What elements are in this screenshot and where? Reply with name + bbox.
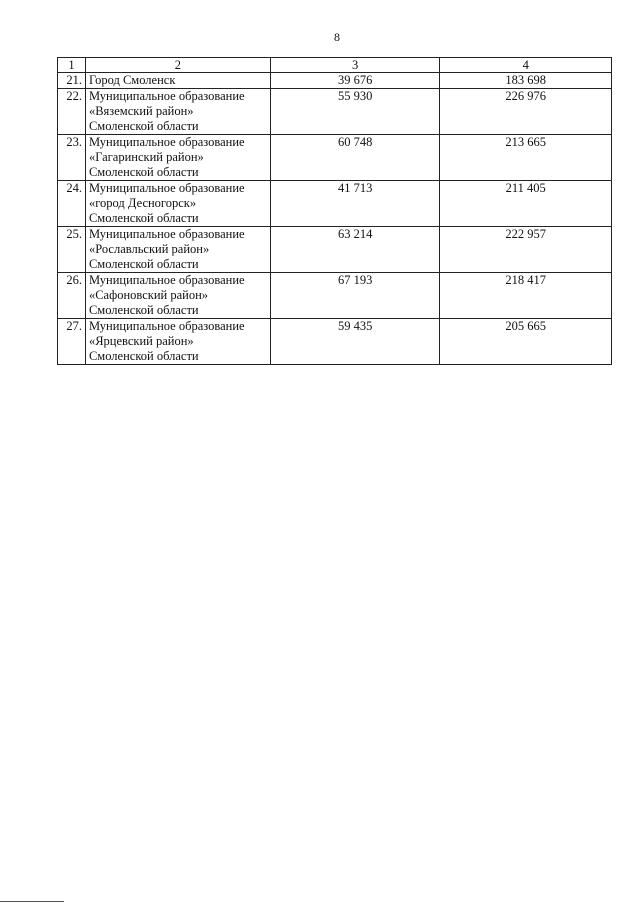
row-number-cell: 23. — [58, 135, 86, 181]
municipality-name-line: «Гагаринский район» — [88, 150, 204, 164]
header-cell-2: 2 — [85, 58, 270, 73]
table-header-row — [58, 58, 612, 73]
column-3-value-cell: 41 713 — [270, 181, 440, 227]
municipality-name-line: «город Десногорск» — [88, 196, 197, 210]
table-row — [58, 135, 612, 181]
column-4-value-cell: 211 405 — [440, 181, 612, 227]
row-number-cell: 22. — [58, 89, 86, 135]
page-number: 8 — [334, 30, 340, 44]
municipality-name-cell — [85, 181, 270, 227]
header-cell-3: 3 — [270, 58, 440, 73]
municipality-name-line: Смоленской области — [88, 303, 199, 317]
column-3-value-cell: 39 676 — [270, 73, 440, 89]
table-row — [58, 273, 612, 319]
municipality-name-line: «Рославльский район» — [88, 242, 210, 256]
column-3-value-cell: 63 214 — [270, 227, 440, 273]
municipality-name-line: Муниципальное образование — [88, 135, 245, 149]
municipality-name-cell — [85, 89, 270, 135]
municipality-name-line: Город Смоленск — [88, 73, 176, 87]
column-4-value-cell: 205 665 — [440, 319, 612, 365]
municipality-name-line: Муниципальное образование — [88, 181, 245, 195]
table-row — [58, 227, 612, 273]
row-number-cell: 24. — [58, 181, 86, 227]
row-number-cell: 25. — [58, 227, 86, 273]
column-3-value-cell: 60 748 — [270, 135, 440, 181]
municipality-name-line: Муниципальное образование — [88, 89, 245, 103]
table-body — [58, 73, 612, 365]
municipality-name-line: Муниципальное образование — [88, 227, 245, 241]
table-row — [58, 73, 612, 89]
municipality-name-line: Смоленской области — [88, 349, 199, 363]
municipality-name-cell — [85, 135, 270, 181]
municipality-name-line: Муниципальное образование — [88, 273, 245, 287]
municipality-name-line: Смоленской области — [88, 165, 199, 179]
municipality-name-cell — [85, 273, 270, 319]
footnote-divider — [0, 901, 64, 902]
row-number-cell: 26. — [58, 273, 86, 319]
municipality-name-line: «Вяземский район» — [88, 104, 194, 118]
municipality-name-line: Муниципальное образование — [88, 319, 245, 333]
row-number-cell: 21. — [58, 73, 86, 89]
municipality-name-line: «Сафоновский район» — [88, 288, 209, 302]
header-cell-1: 1 — [58, 58, 86, 73]
column-4-value-cell: 213 665 — [440, 135, 612, 181]
municipality-name-line: Смоленской области — [88, 119, 199, 133]
column-4-value-cell: 226 976 — [440, 89, 612, 135]
municipality-name-cell — [85, 73, 270, 89]
municipality-name-line: Смоленской области — [88, 211, 199, 225]
column-3-value-cell: 55 930 — [270, 89, 440, 135]
data-table — [57, 57, 612, 365]
municipality-name-line: «Ярцевский район» — [88, 334, 194, 348]
column-4-value-cell: 218 417 — [440, 273, 612, 319]
table-row — [58, 89, 612, 135]
table-row — [58, 319, 612, 365]
column-4-value-cell: 222 957 — [440, 227, 612, 273]
header-cell-4: 4 — [440, 58, 612, 73]
row-number-cell: 27. — [58, 319, 86, 365]
column-3-value-cell: 67 193 — [270, 273, 440, 319]
column-3-value-cell: 59 435 — [270, 319, 440, 365]
municipality-name-line: Смоленской области — [88, 257, 199, 271]
table-row — [58, 181, 612, 227]
column-4-value-cell: 183 698 — [440, 73, 612, 89]
municipality-name-cell — [85, 319, 270, 365]
municipality-name-cell — [85, 227, 270, 273]
